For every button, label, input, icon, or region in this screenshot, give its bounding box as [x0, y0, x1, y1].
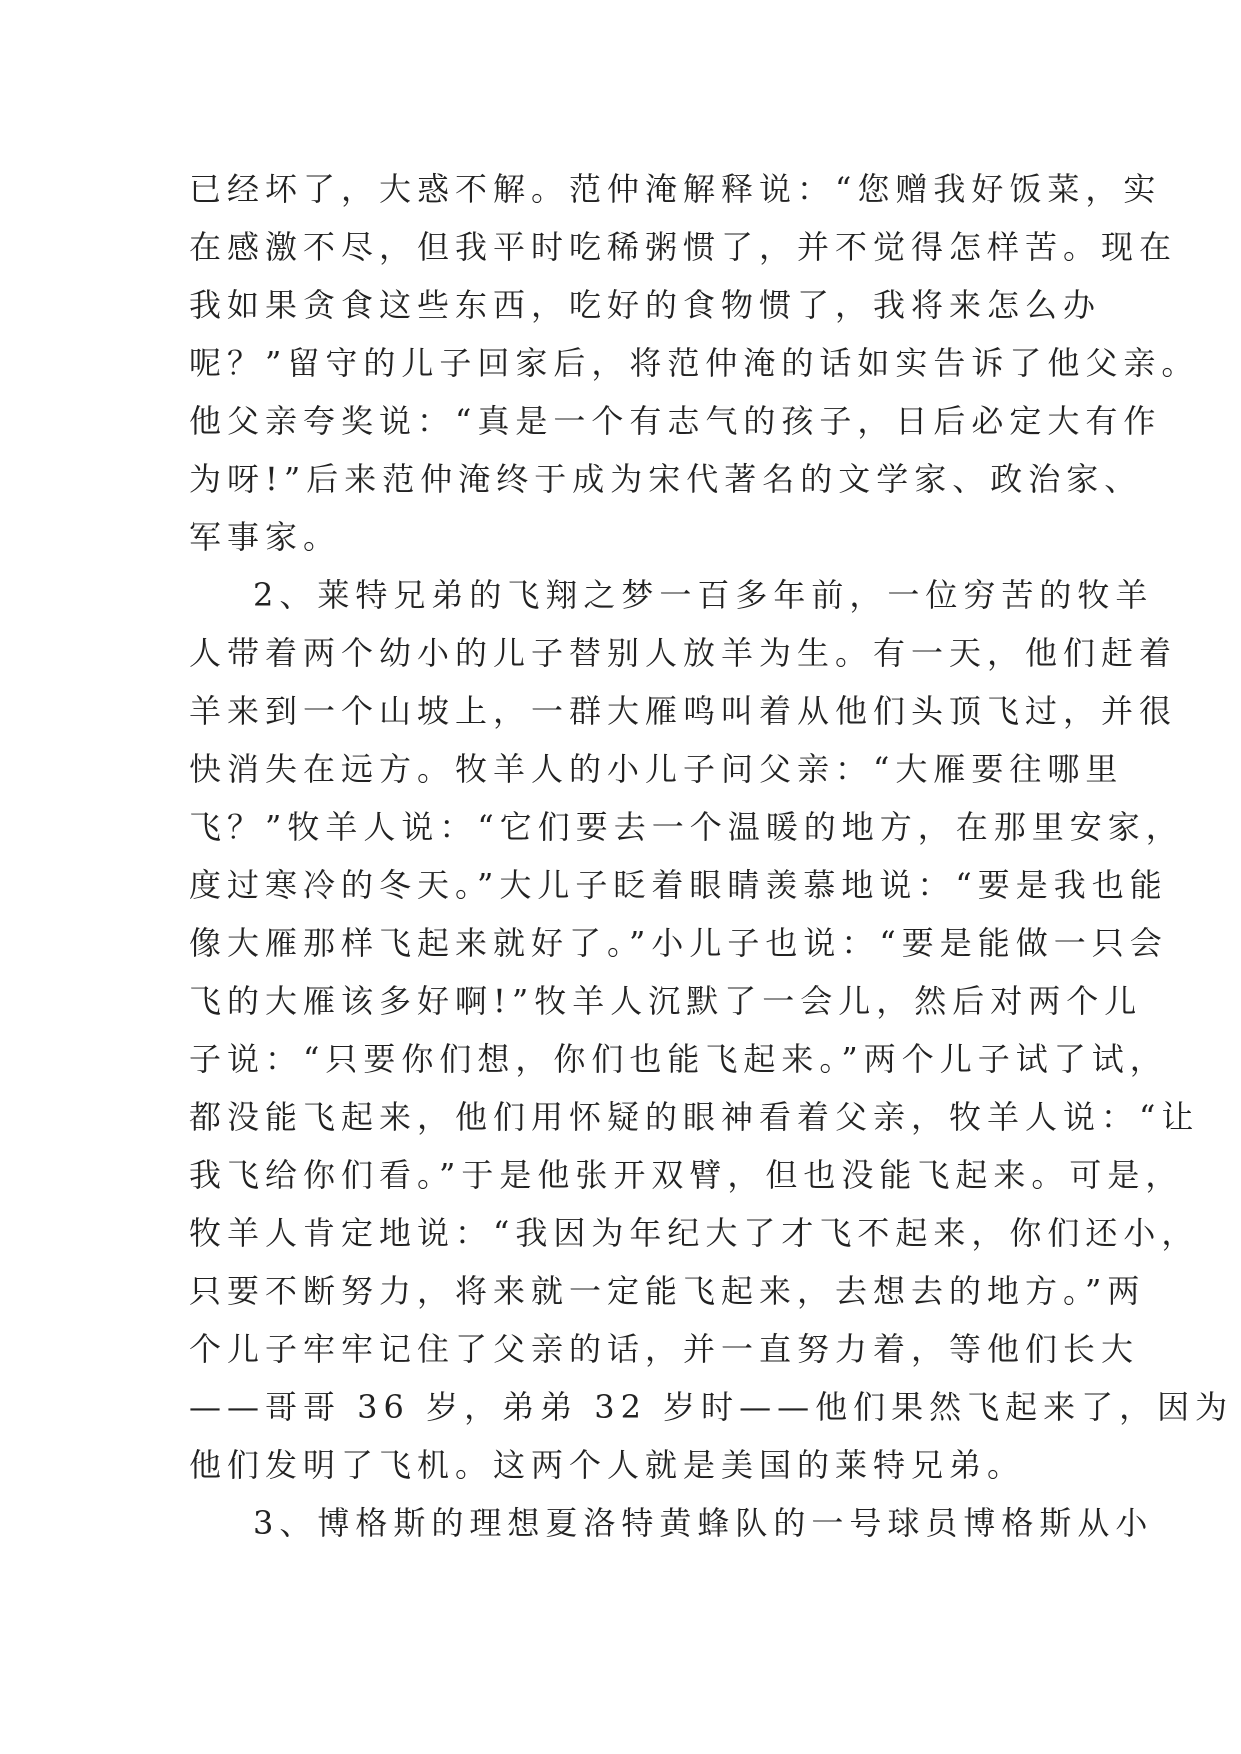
text-line: 飞？”牧羊人说：“它们要去一个温暖的地方，在那里安家， — [189, 808, 1184, 846]
text-line: 已经坏了，大惑不解。范仲淹解释说：“您赠我好饭菜，实 — [189, 170, 1162, 208]
text-line: 像大雁那样飞起来就好了。”小儿子也说：“要是能做一只会 — [189, 924, 1168, 962]
paragraph-start: 2、莱特兄弟的飞翔之梦一百多年前，一位穷苦的牧羊 — [253, 576, 1154, 614]
text-line: 我如果贪食这些东西，吃好的食物惯了，我将来怎么办 — [189, 286, 1102, 324]
text-line: 为呀!”后来范仲淹终于成为宋代著名的文学家、政治家、 — [189, 460, 1143, 498]
text-line: 呢？”留守的儿子回家后，将范仲淹的话如实告诉了他父亲。 — [189, 344, 1200, 382]
text-line: 牧羊人肯定地说：“我因为年纪大了才飞不起来，你们还小， — [189, 1214, 1200, 1252]
text-line: 羊来到一个山坡上，一群大雁鸣叫着从他们头顶飞过，并很 — [189, 692, 1178, 730]
text-line: 度过寒冷的冬天。”大儿子眨着眼睛羡慕地说：“要是我也能 — [189, 866, 1168, 904]
text-line: 他父亲夸奖说：“真是一个有志气的孩子，日后必定大有作 — [189, 402, 1162, 440]
body-text — [189, 160, 1234, 1552]
text-line: 个儿子牢牢记住了父亲的话，并一直努力着，等他们长大 — [189, 1330, 1140, 1368]
text-line: 只要不断努力，将来就一定能飞起来，去想去的地方。”两 — [189, 1272, 1146, 1310]
text-line: 人带着两个幼小的儿子替别人放羊为生。有一天，他们赶着 — [189, 634, 1178, 672]
paragraph-start: 3、博格斯的理想夏洛特黄蜂队的一号球员博格斯从小 — [253, 1504, 1154, 1542]
text-line: 我飞给你们看。”于是他张开双臂，但也没能飞起来。可是， — [189, 1156, 1184, 1194]
text-line: 都没能飞起来，他们用怀疑的眼神看着父亲，牧羊人说：“让 — [189, 1098, 1200, 1136]
text-line: ——哥哥 36 岁，弟弟 32 岁时——他们果然飞起来了，因为 — [189, 1388, 1234, 1426]
text-line: 在感激不尽，但我平时吃稀粥惯了，并不觉得怎样苦。现在 — [189, 228, 1178, 266]
text-line: 他们发明了飞机。这两个人就是美国的莱特兄弟。 — [189, 1446, 1026, 1484]
text-line: 子说：“只要你们想，你们也能飞起来。”两个儿子试了试， — [189, 1040, 1168, 1078]
text-line: 军事家。 — [189, 518, 342, 556]
text-line: 飞的大雁该多好啊!”牧羊人沉默了一会儿，然后对两个儿 — [189, 982, 1143, 1020]
text-line: 快消失在远方。牧羊人的小儿子问父亲：“大雁要往哪里 — [189, 750, 1124, 788]
